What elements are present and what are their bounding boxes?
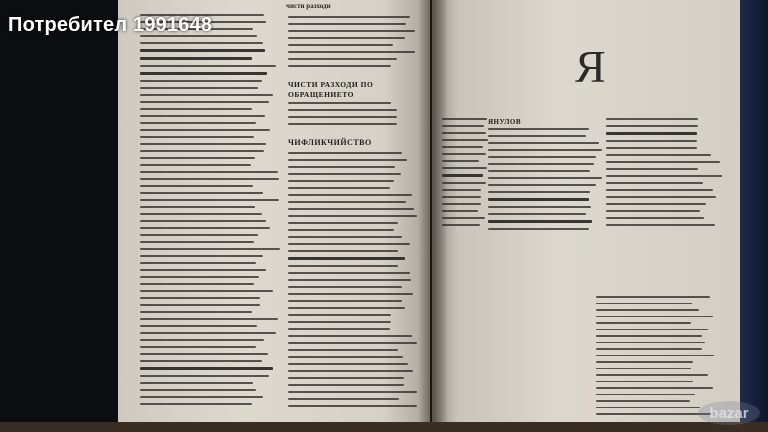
text-line	[288, 58, 397, 60]
text-line	[140, 72, 267, 75]
text-line	[288, 265, 398, 267]
text-line	[288, 123, 397, 125]
text-line	[606, 147, 697, 149]
text-line	[596, 374, 708, 376]
text-line	[606, 118, 698, 120]
text-line	[488, 170, 590, 172]
text-line	[140, 185, 253, 187]
text-line	[288, 23, 406, 25]
text-line	[488, 163, 594, 165]
text-line	[288, 377, 404, 379]
text-line	[442, 217, 485, 219]
text-line	[596, 342, 705, 344]
text-line	[488, 206, 591, 208]
text-line	[442, 125, 484, 127]
text-line	[288, 102, 391, 104]
right-page-margin-text	[442, 118, 488, 238]
text-line	[140, 234, 258, 236]
text-line	[288, 321, 391, 323]
text-line	[596, 335, 702, 337]
text-line	[606, 189, 713, 191]
text-line	[140, 42, 263, 44]
right-column-text-top	[288, 16, 418, 74]
text-line	[288, 37, 405, 39]
text-line	[488, 177, 602, 179]
text-line	[596, 329, 708, 331]
text-line	[288, 384, 404, 386]
text-line	[442, 189, 481, 191]
text-line	[288, 405, 417, 407]
text-line	[140, 122, 256, 124]
text-line	[140, 227, 270, 229]
text-line	[140, 101, 269, 103]
text-line	[140, 311, 252, 313]
text-line	[606, 182, 703, 184]
text-line	[596, 368, 691, 370]
left-column-text	[140, 14, 280, 424]
text-line	[442, 118, 487, 120]
text-line	[140, 206, 255, 208]
right-page-column-1	[488, 128, 602, 238]
text-line	[288, 243, 410, 245]
text-line	[288, 51, 415, 53]
text-line	[140, 346, 256, 348]
text-line	[140, 283, 254, 285]
text-line	[606, 224, 715, 226]
text-line	[140, 403, 252, 405]
text-line	[488, 220, 592, 223]
text-line	[442, 167, 487, 169]
text-line	[488, 198, 589, 201]
text-line	[140, 129, 270, 131]
text-line	[288, 349, 398, 351]
text-line	[606, 161, 720, 163]
text-line	[288, 398, 399, 400]
text-line	[140, 65, 276, 67]
text-line	[606, 132, 697, 135]
text-line	[140, 304, 260, 306]
site-logo	[694, 398, 764, 428]
text-line	[288, 335, 412, 337]
text-line	[442, 203, 481, 205]
text-line	[288, 363, 408, 365]
text-line	[140, 248, 280, 250]
text-line	[288, 109, 397, 111]
text-line	[288, 257, 405, 260]
text-line	[140, 269, 266, 271]
text-line	[606, 140, 697, 142]
text-line	[288, 16, 410, 18]
text-line	[288, 152, 402, 154]
right-column-text-mid	[288, 102, 418, 132]
text-line	[442, 224, 480, 226]
text-line	[442, 153, 486, 155]
text-line	[442, 196, 481, 198]
text-line	[140, 199, 279, 201]
text-line	[488, 156, 596, 158]
text-line	[288, 342, 417, 344]
text-line	[596, 303, 692, 305]
text-line	[596, 322, 691, 324]
text-line	[288, 300, 402, 302]
text-line	[442, 182, 486, 184]
text-line	[488, 191, 590, 193]
text-line	[596, 387, 713, 389]
text-line	[140, 192, 263, 194]
text-line	[596, 394, 695, 396]
text-line	[140, 108, 252, 110]
text-line	[288, 391, 417, 393]
text-line	[288, 208, 414, 210]
text-line	[140, 241, 254, 243]
text-line	[442, 160, 479, 162]
right-column-text-bottom	[288, 152, 418, 422]
text-line	[596, 361, 693, 363]
text-line	[442, 146, 483, 148]
text-line	[606, 217, 704, 219]
text-line	[140, 339, 264, 341]
text-line	[288, 229, 394, 231]
text-line	[606, 154, 711, 156]
text-line	[140, 332, 276, 334]
text-line	[288, 236, 402, 238]
text-line	[288, 159, 407, 161]
section-letter: Я	[575, 41, 606, 92]
entry-heading-yanulov: ЯНУЛОВ	[488, 118, 522, 126]
text-line	[288, 187, 390, 189]
text-line	[488, 184, 596, 186]
text-line	[140, 276, 259, 278]
text-line	[606, 203, 706, 205]
logo-text: bazar	[709, 404, 749, 422]
text-line	[140, 318, 278, 320]
text-line	[140, 164, 251, 166]
running-head: чисти разходи	[286, 2, 331, 10]
text-line	[288, 279, 411, 281]
text-line	[140, 220, 266, 222]
text-line	[140, 396, 263, 398]
text-line	[596, 400, 690, 402]
text-line	[288, 65, 391, 67]
text-line	[288, 293, 413, 295]
text-line	[140, 297, 260, 299]
text-line	[288, 166, 395, 168]
text-line	[140, 213, 262, 215]
text-line	[288, 314, 391, 316]
text-line	[140, 94, 273, 96]
book-cover-edge	[740, 0, 768, 432]
text-line	[488, 213, 586, 215]
text-line	[596, 316, 713, 318]
text-line	[140, 87, 258, 89]
text-line	[288, 30, 415, 32]
text-line	[140, 325, 257, 327]
text-line	[488, 142, 599, 144]
text-line	[288, 307, 405, 309]
text-line	[596, 309, 699, 311]
text-line	[442, 132, 486, 134]
text-line	[288, 194, 412, 196]
text-line	[288, 272, 410, 274]
text-line	[488, 149, 602, 151]
text-line	[288, 370, 413, 372]
text-line	[288, 173, 401, 175]
right-page-column-2	[606, 118, 722, 238]
text-line	[606, 168, 698, 170]
text-line	[596, 407, 700, 409]
text-line	[596, 296, 710, 298]
text-line	[140, 136, 254, 138]
text-line	[288, 180, 394, 182]
text-line	[288, 201, 406, 203]
text-line	[140, 255, 263, 257]
text-line	[288, 356, 403, 358]
text-line	[140, 150, 264, 152]
entry-heading-chiflikchiystvo: ЧИФЛИКЧИЙСТВО	[288, 138, 372, 147]
text-line	[488, 135, 586, 137]
text-line	[288, 44, 393, 46]
text-line	[606, 210, 700, 212]
text-line	[140, 290, 273, 292]
text-line	[140, 57, 252, 60]
text-line	[606, 175, 722, 177]
text-line	[140, 360, 262, 362]
text-line	[140, 382, 253, 384]
text-line	[488, 128, 589, 130]
text-line	[140, 80, 262, 82]
text-line	[140, 157, 255, 159]
text-line	[606, 125, 698, 127]
text-line	[140, 115, 265, 117]
text-line	[288, 222, 398, 224]
text-line	[442, 139, 488, 141]
username-watermark: Потребител 1991648	[8, 14, 213, 36]
text-line	[140, 353, 268, 355]
text-line	[140, 367, 273, 370]
entry-heading-chisti-razhodi: ЧИСТИ РАЗХОДИ ПО ОБРАЩЕНИЕТО	[288, 80, 374, 99]
text-line	[140, 178, 279, 180]
text-line	[140, 375, 269, 377]
text-line	[288, 328, 390, 330]
text-line	[442, 174, 483, 177]
text-line	[140, 171, 278, 173]
text-line	[442, 210, 478, 212]
text-line	[140, 49, 265, 52]
text-line	[606, 196, 716, 198]
text-line	[288, 215, 417, 217]
text-line	[288, 250, 398, 252]
text-line	[596, 348, 702, 350]
text-line	[288, 116, 397, 118]
text-line	[488, 228, 589, 230]
text-line	[288, 286, 402, 288]
text-line	[596, 355, 714, 357]
text-line	[596, 381, 693, 383]
text-line	[140, 262, 256, 264]
text-line	[140, 389, 256, 391]
text-line	[140, 143, 266, 145]
